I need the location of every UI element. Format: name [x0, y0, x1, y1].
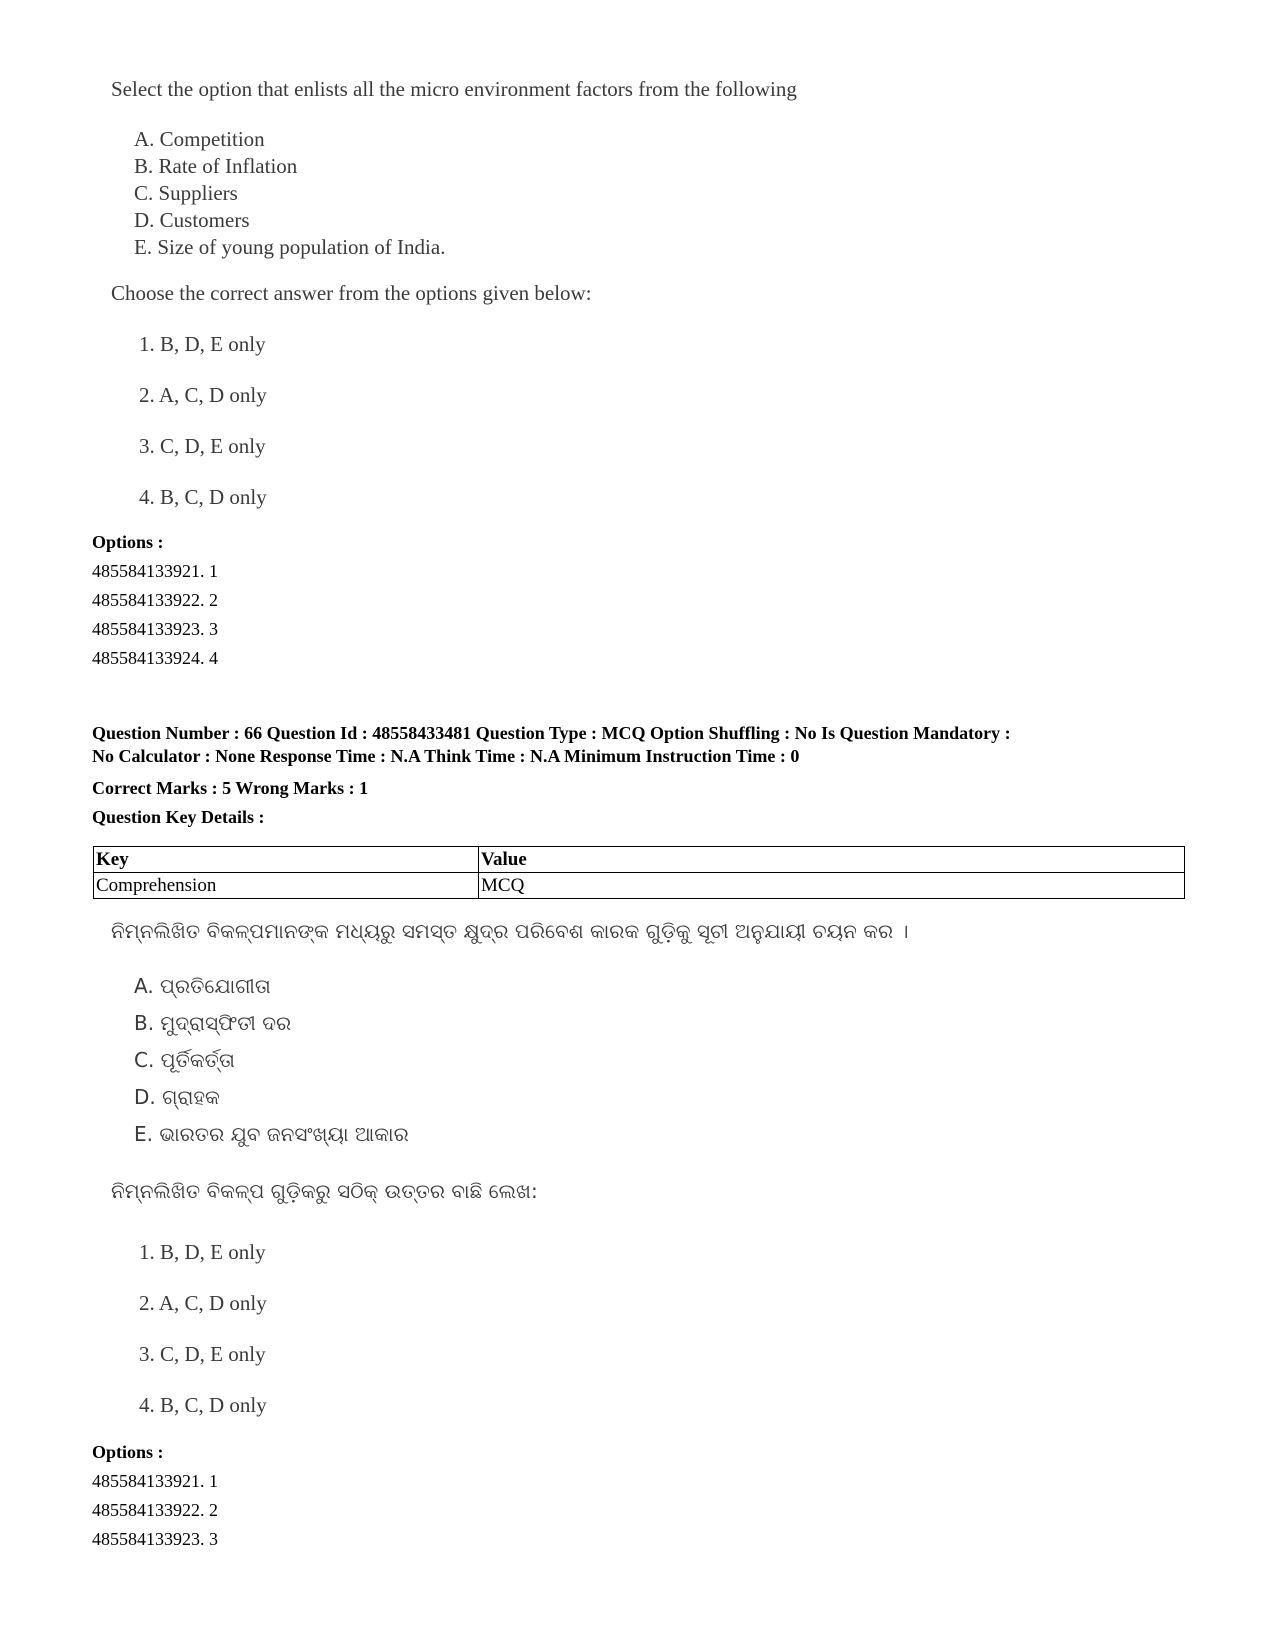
table-header-key: Key: [94, 847, 479, 873]
english-choose-text: Choose the correct answer from the options given below:: [111, 281, 592, 305]
marks-line: Correct Marks : 5 Wrong Marks : 1: [92, 778, 369, 798]
odia-statement-list: [134, 968, 409, 1153]
odia-answer-2: 2. A, C, D only: [139, 1291, 267, 1315]
table-cell-key: Comprehension: [94, 873, 479, 899]
statement-d: D. Customers: [134, 208, 250, 232]
odia-question-prompt: ନିମ୍ନଲିଖିତ ବିକଳ୍ପମାନଙ୍କ ମଧ୍ୟରୁ ସମସ୍ତ କ୍ଷୁଦ୍ର ପରିବେଶ କାରକ ଗୁଡ଼ିକୁ ସୂଚୀ ଅନୁଯାୟୀ ଚୟନ କର ।: [111, 919, 909, 943]
table-row: [94, 873, 1185, 899]
question-meta-line1: Question Number : 66 Question Id : 48558433481 Question Type : MCQ Option Shuffling : No Is Question Mandatory :: [92, 723, 1011, 743]
english-answer-1: 1. B, D, E only: [139, 332, 266, 356]
statement-a: A. Competition: [134, 127, 265, 151]
english-question-prompt: Select the option that enlists all the micro environment factors from the following: [111, 77, 797, 101]
option-item: 485584133924. 4: [92, 648, 218, 668]
question-meta-line2: No Calculator : None Response Time : N.A Think Time : N.A Minimum Instruction Time : 0: [92, 746, 800, 766]
odia-answer-4: 4. B, C, D only: [139, 1393, 267, 1417]
english-answer-4: 4. B, C, D only: [139, 485, 267, 509]
odia-statement-c: C. ପୂର୍ତିକର୍ତ୍ତା: [134, 1048, 235, 1072]
option-item: 485584133923. 3: [92, 1529, 218, 1549]
options-block-2: [92, 1438, 218, 1554]
options-block-1: [92, 528, 218, 673]
option-item: 485584133921. 1: [92, 1471, 218, 1491]
options-heading: Options :: [92, 1442, 164, 1462]
options-heading: Options :: [92, 532, 164, 552]
statement-e: E. Size of young population of India.: [134, 235, 446, 259]
key-details-heading: Question Key Details :: [92, 807, 265, 827]
question-key-table: [93, 846, 1185, 899]
odia-statement-b: B. ମୁଦ୍ରାସ୍ଫିତୀ ଦର: [134, 1011, 292, 1035]
english-statement-list: [134, 126, 445, 261]
table-header-value: Value: [479, 847, 1185, 873]
odia-choose-text: ନିମ୍ନଲିଖିତ ବିକଳ୍ପ ଗୁଡ଼ିକରୁ ସଠିକ୍ ଉତ୍ତର ବାଛି ଲେଖ:: [111, 1179, 538, 1203]
odia-statement-e: E. ଭାରତର ଯୁବ ଜନସଂଖ୍ୟା ଆକାର: [134, 1122, 409, 1146]
statement-b: B. Rate of Inflation: [134, 154, 298, 178]
statement-c: C. Suppliers: [134, 181, 238, 205]
odia-answer-3: 3. C, D, E only: [139, 1342, 266, 1366]
option-item: 485584133922. 2: [92, 1500, 218, 1520]
odia-statement-d: D. ଗ୍ରାହକ: [134, 1085, 220, 1109]
question-meta: [92, 722, 1212, 768]
english-answer-2: 2. A, C, D only: [139, 383, 267, 407]
option-item: 485584133921. 1: [92, 561, 218, 581]
table-cell-value: MCQ: [479, 873, 1185, 899]
table-header-row: [94, 847, 1185, 873]
option-item: 485584133923. 3: [92, 619, 218, 639]
odia-answer-1: 1. B, D, E only: [139, 1240, 266, 1264]
english-answer-3: 3. C, D, E only: [139, 434, 266, 458]
odia-statement-a: A. ପ୍ରତିଯୋଗୀତା: [134, 974, 271, 998]
option-item: 485584133922. 2: [92, 590, 218, 610]
